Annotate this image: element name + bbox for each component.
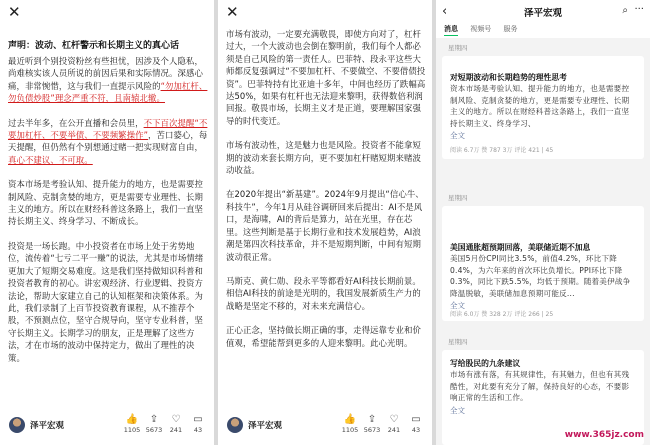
card-summary: 资本市场是考验认知、提升能力的地方，也是需要控制风险、克制贪婪的地方，更是需要专业理性、长期主义的地方。所以在财经科普这条路上，我们一直坚持长期主义、终身学习、 <box>450 84 630 128</box>
tab-services[interactable]: 服务 <box>503 25 518 33</box>
paragraph: 资本市场是考验认知、提升能力的地方，也是需要控制风险、克制贪婪的地方，更是需要专业理性、长期主义的地方。所以在财经科普这条路上，我们一直坚持长期主义、终身学习、不断成长。 <box>8 179 203 227</box>
article-footer <box>218 409 432 445</box>
share-icon: ⇪ <box>367 414 377 425</box>
favorite-button[interactable] <box>164 413 188 435</box>
card-stats: 阅读 6.0万 赞 328 2万 评论 266 | 25 <box>450 311 554 318</box>
like-icon: 👍 <box>343 414 357 425</box>
paragraph-text: ，苦口婆心，每天提醒，但仍然有个别想通过赌一把实现财富自由， <box>8 130 208 153</box>
highlight-text: 不下百次提醒“不要加杠杆、不要举债、不要频繁操作” <box>8 117 208 141</box>
card-summary: 美国5月份CPI同比3.5%，前值4.2%，环比下降0.4%，为六年来的首次环比负增长。PPI环比下降0.3%，同比下跌5.5%，均低于预期。随着美伊战争降温脱敏，美联储加息预期可能反... <box>450 254 631 298</box>
avatar[interactable] <box>227 417 243 433</box>
article-body <box>226 28 426 361</box>
like-button[interactable] <box>338 413 362 435</box>
top-bar <box>218 0 432 26</box>
search-icon[interactable]: ⌕ <box>622 5 628 16</box>
paragraph-text: 过去半年多，在公开直播和会员里， <box>8 117 144 128</box>
comment-button[interactable] <box>186 413 210 435</box>
share-button[interactable] <box>360 413 384 435</box>
article-panel-2 <box>218 0 432 445</box>
favorite-count: 241 <box>169 426 183 434</box>
paragraph: 市场有波动，一定要充满敬畏，即使方向对了，杠杆过大，一个大波动也会倒在黎明前，我们每个人都必须是自己风险的第一责任人。巴菲特、段永平这些大师都反复强调过“不要加杠杆、不要做空、不要借债投资”。巴菲特持有比亚迪十多年，中间也经历了跌幅高达50%，如果有杠杆也无法迎来黎明，获得数倍利润回报。敬畏市场，长期主义才是正道，要理解国家强导的时代变迁。 <box>226 29 426 126</box>
tab-channels[interactable]: 视频号 <box>470 25 492 33</box>
comment-icon: ▭ <box>193 414 203 425</box>
highlight-text: 真心不建议、不可取。 <box>8 154 93 165</box>
close-icon[interactable]: ✕ <box>8 3 21 21</box>
card-summary: 市场有涨有落，有其规律性，有其魅力，但也有其残酷性，对此要有充分了解，保持良好的心态，不要影响正常的生活和工作。 <box>450 370 630 402</box>
paragraph: 市场有波动性，这是魅力也是风险。投资者不能拿短期的波动来套长期方向，更不要加杠杆赌短期来赌波动收益。 <box>226 140 421 176</box>
paragraph: 正心正念，坚持做长期正确的事，走得远靠专业和价值观，希望能帮到更多的人迎来黎明。此心光明。 <box>226 325 421 348</box>
like-count: 1105 <box>341 426 359 434</box>
paragraph-text: 最近听到个别投资粉丝有些担忧，因涉及个人隐私，尚难核实该人员所说的前因后果和实际情况。深感心痛，非常惋惜，这与我们一直提示风险的 <box>8 56 203 91</box>
article-panel-1 <box>0 0 214 445</box>
paragraph: 马斯克、黄仁勋、段永平等都看好AI科技长期前景。相信AI科技的前途是光明的，我国发展新质生产力的战略是坚定不移的，对未来充满信心。 <box>226 275 421 311</box>
date-label: 星期四 <box>448 194 468 202</box>
article-title: 声明：波动、杠杆警示和长期主义的真心话 <box>8 41 180 51</box>
card-title[interactable]: 美国通胀超预期回落，美联储近期不加息 <box>450 243 591 252</box>
account-header <box>436 0 650 38</box>
watermark-text: www.365jz.com <box>564 430 644 440</box>
like-count: 1105 <box>123 426 141 434</box>
share-icon: ⇪ <box>149 414 159 425</box>
highlight-text: “勿加杠杆、勿负债炒股”理念严重不符，且南辕北辙。 <box>8 80 208 104</box>
like-icon: 👍 <box>125 414 139 425</box>
author-name[interactable]: 泽平宏观 <box>30 421 65 431</box>
comment-count: 43 <box>411 426 421 434</box>
heart-icon: ♡ <box>389 414 399 425</box>
card-title[interactable]: 对短期波动和长期趋势的理性思考 <box>450 73 567 82</box>
article-card[interactable] <box>442 206 644 321</box>
share-button[interactable] <box>142 413 166 435</box>
paragraph: 投资是一场长跑。中小投资者在市场上处于劣势地位，流传着“七亏二平一赚”的说法，尤其是市场情绪更加大了短期交易难度。这是我们坚持做知识科普和投资者教育的初心。讲宏观经济、行业逻辑、投资方法论，帮助大家建立自己的认知框架和决策体系。为此，我们录制了上百节投资教育课程，从不推荐个股，不预测点位，坚守合规导向，坚守专业科普，坚守长期主义。长期学习的朋友，正是理解了这些方法，才在市场的波动中保持定力，做出了理性的决策。 <box>8 240 204 363</box>
card-stats: 阅读 6.7万 赞 787 3万 评论 421 | 45 <box>450 147 554 154</box>
paragraph <box>8 55 208 105</box>
tab-bar <box>444 24 527 34</box>
favorite-button[interactable] <box>382 413 406 435</box>
comment-count: 43 <box>193 426 203 434</box>
author-name[interactable]: 泽平宏观 <box>248 421 283 431</box>
share-count: 5673 <box>363 426 381 434</box>
read-more-link[interactable]: 全文 <box>450 131 465 140</box>
comment-icon: ▭ <box>411 414 421 425</box>
more-icon[interactable]: ··· <box>634 4 644 15</box>
account-title: 泽平宏观 <box>523 8 562 19</box>
favorite-count: 241 <box>387 426 401 434</box>
read-more-link[interactable]: 全文 <box>450 301 465 310</box>
avatar[interactable] <box>9 417 25 433</box>
card-title[interactable]: 写给股民的九条建议 <box>450 359 521 368</box>
heart-icon: ♡ <box>171 414 181 425</box>
article-footer <box>0 409 214 445</box>
article-card[interactable] <box>442 56 644 159</box>
article-body <box>8 55 208 376</box>
date-label: 星期四 <box>448 338 468 346</box>
share-count: 5673 <box>145 426 163 434</box>
paragraph: 在2020年提出“新基建”。2024年9月提出“信心牛、科技牛”，今年1月从硅谷调研回来后提出：AI不是风口，是海啸，AI的背后是算力，站在光里，存在芯里。这些判断是基于长期行业和技术发展趋势，AI浪潮是第四次科技革命，并不是短期判断，中间有短期波动很正常。 <box>226 189 424 262</box>
date-label: 星期四 <box>448 44 468 52</box>
comment-button[interactable] <box>404 413 428 435</box>
read-more-link[interactable]: 全文 <box>450 405 465 415</box>
paragraph <box>8 117 208 167</box>
close-icon[interactable]: ✕ <box>226 3 239 21</box>
top-bar <box>0 0 214 26</box>
account-feed-panel <box>436 0 650 445</box>
back-arrow-icon[interactable]: ‹ <box>442 4 448 19</box>
tab-messages[interactable]: 消息 <box>444 25 458 36</box>
like-button[interactable] <box>120 413 144 435</box>
